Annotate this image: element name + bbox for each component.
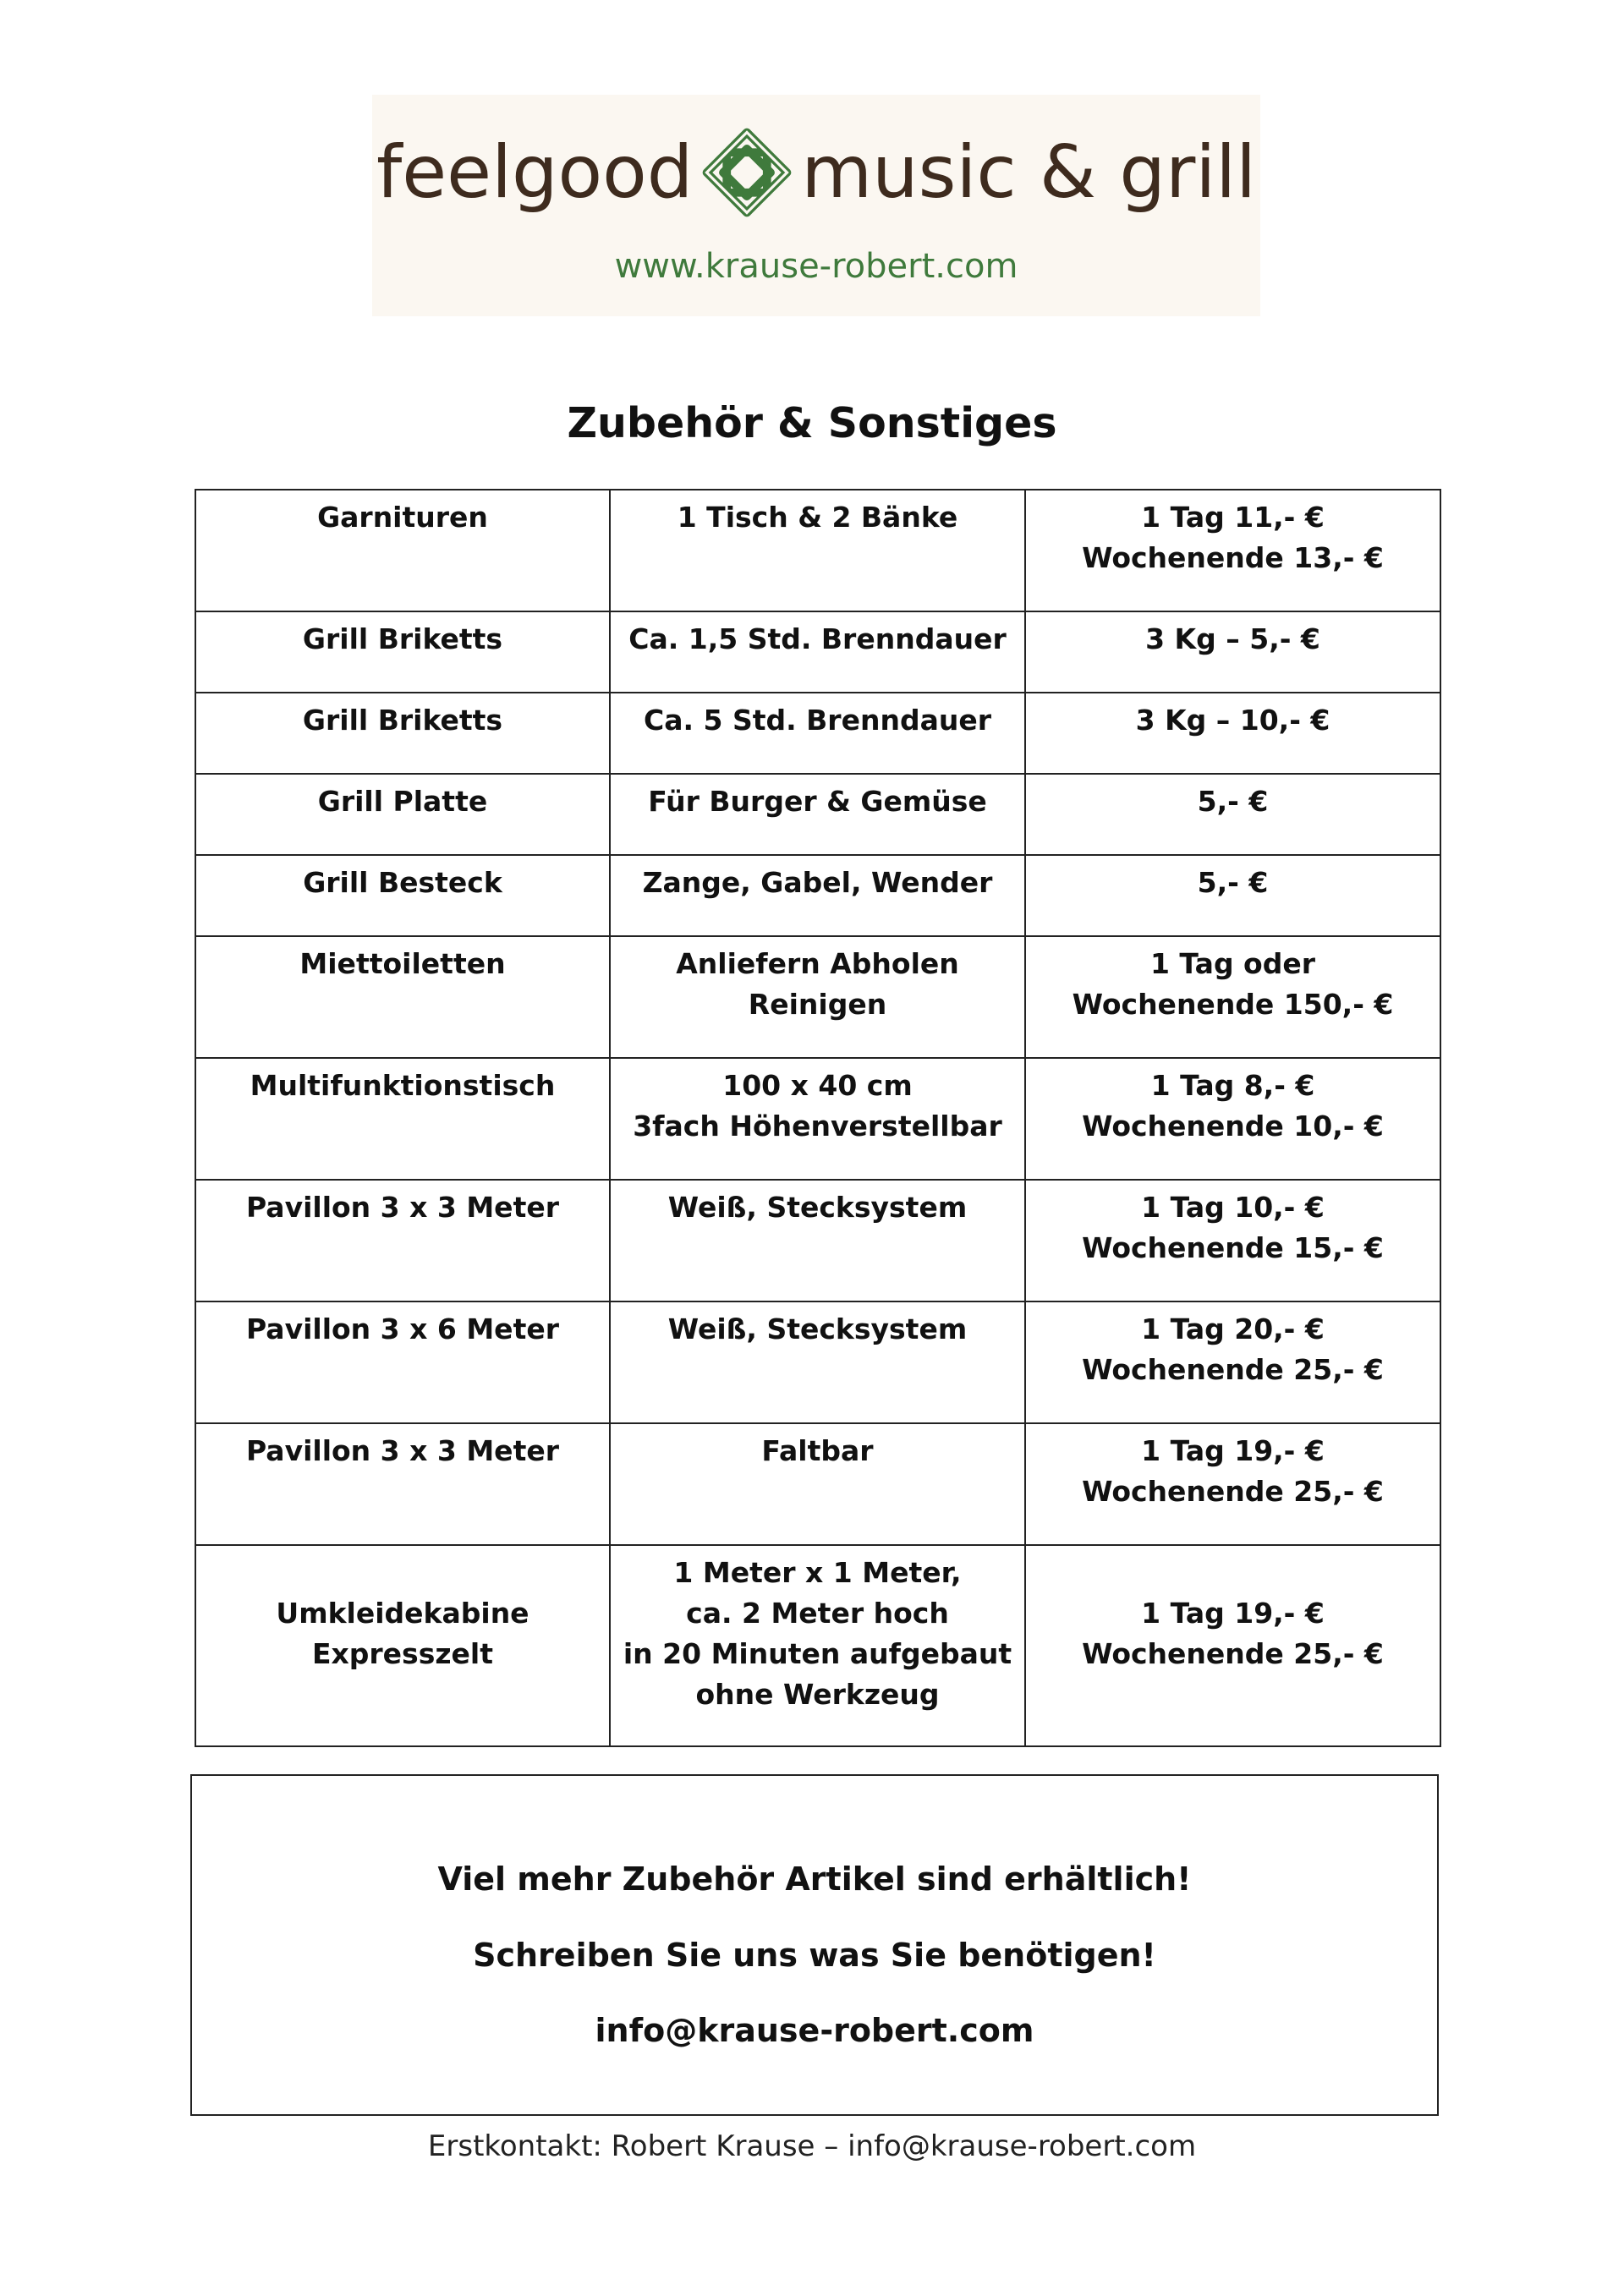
footer-contact: Erstkontakt: Robert Krause – info@krause-robert.com	[427, 2129, 1197, 2163]
item-cell	[195, 1545, 610, 1746]
description-cell	[610, 1058, 1025, 1180]
description-cell-line: 1 Tisch & 2 Bänke	[677, 501, 958, 534]
description-cell-line: Anliefern Abholen Reinigen	[676, 947, 959, 1021]
table-row	[195, 936, 1440, 1058]
description-cell	[610, 1545, 1025, 1746]
item-cell-line: Umkleidekabine	[276, 1597, 529, 1630]
price-cell	[1025, 1423, 1440, 1545]
item-cell-line: Multifunktionstisch	[250, 1069, 556, 1102]
price-cell	[1025, 1545, 1440, 1746]
price-cell-line: Wochenende 25,- €	[1082, 1475, 1384, 1508]
item-cell-line: Grill Briketts	[302, 622, 503, 655]
description-cell-line: Ca. 1,5 Std. Brenndauer	[628, 622, 1007, 655]
item-cell	[195, 1423, 610, 1545]
description-cell-line: Ca. 5 Std. Brenndauer	[644, 704, 991, 737]
item-cell-line: Pavillon 3 x 3 Meter	[246, 1191, 559, 1224]
price-cell-line: Wochenende 15,- €	[1082, 1231, 1384, 1264]
logo-wordmark	[372, 127, 1260, 218]
info-email-link[interactable]: info@krause-robert.com	[595, 2012, 1034, 2049]
description-cell	[610, 936, 1025, 1058]
price-cell-line: 1 Tag oder	[1149, 947, 1316, 980]
price-cell-line: 1 Tag 11,- €	[1141, 501, 1325, 534]
price-cell-line: 3 Kg – 5,- €	[1145, 622, 1320, 655]
description-cell-line: Zange, Gabel, Wender	[642, 866, 993, 899]
table-row	[195, 1058, 1440, 1180]
item-cell-line: Miettoiletten	[299, 947, 506, 980]
description-cell	[610, 490, 1025, 611]
description-cell-line: Weiß, Stecksystem	[667, 1191, 968, 1224]
description-cell	[610, 1423, 1025, 1545]
table-row	[195, 1180, 1440, 1301]
item-cell	[195, 1301, 610, 1423]
description-cell-line: ca. 2 Meter hoch	[686, 1597, 949, 1630]
item-cell	[195, 774, 610, 855]
item-cell	[195, 855, 610, 936]
price-cell	[1025, 774, 1440, 855]
table-row	[195, 855, 1440, 936]
description-cell	[610, 774, 1025, 855]
description-cell-line: 1 Meter x 1 Meter,	[673, 1556, 962, 1589]
table-row	[195, 693, 1440, 774]
price-cell-line: 1 Tag 20,- €	[1141, 1312, 1325, 1345]
price-cell	[1025, 936, 1440, 1058]
description-cell	[610, 611, 1025, 693]
item-cell-line: Garnituren	[317, 501, 488, 534]
description-cell	[610, 1301, 1025, 1423]
item-cell-line: Grill Briketts	[302, 704, 503, 737]
price-cell	[1025, 490, 1440, 611]
price-cell-line: 1 Tag 10,- €	[1141, 1191, 1325, 1224]
logo-url[interactable]: www.krause-robert.com	[614, 247, 1018, 286]
price-cell-line: Wochenende 150,- €	[1072, 988, 1394, 1021]
description-cell	[610, 855, 1025, 936]
price-table-body	[195, 490, 1440, 1746]
price-cell-line: 3 Kg – 10,- €	[1135, 704, 1330, 737]
price-cell-line: Wochenende 10,- €	[1082, 1110, 1384, 1143]
item-cell-line: Expresszelt	[311, 1637, 494, 1670]
table-row	[195, 1423, 1440, 1545]
celtic-knot-icon	[701, 127, 793, 218]
table-row	[195, 1301, 1440, 1423]
item-cell-line: Pavillon 3 x 3 Meter	[246, 1434, 559, 1467]
price-cell	[1025, 693, 1440, 774]
item-cell	[195, 936, 610, 1058]
description-cell-line: Faltbar	[761, 1434, 874, 1467]
table-row	[195, 611, 1440, 693]
logo-text-right: music & grill	[801, 130, 1257, 215]
info-box	[190, 1774, 1439, 2116]
item-cell	[195, 693, 610, 774]
price-cell	[1025, 855, 1440, 936]
price-cell-line: Wochenende 25,- €	[1082, 1637, 1384, 1670]
price-cell-line: 5,- €	[1197, 866, 1269, 899]
price-cell	[1025, 1301, 1440, 1423]
price-table	[195, 489, 1441, 1747]
item-cell-line: Pavillon 3 x 6 Meter	[246, 1312, 559, 1345]
price-cell-line: 5,- €	[1197, 785, 1269, 818]
description-cell-line: Für Burger & Gemüse	[648, 785, 987, 818]
description-cell-line: 3fach Höhenverstellbar	[633, 1110, 1002, 1143]
description-cell-line: Weiß, Stecksystem	[667, 1312, 968, 1345]
item-cell-line: Grill Platte	[317, 785, 488, 818]
price-cell-line: 1 Tag 19,- €	[1141, 1597, 1325, 1630]
description-cell-line: in 20 Minuten aufgebaut	[623, 1637, 1012, 1670]
description-cell	[610, 693, 1025, 774]
item-cell-line: Grill Besteck	[303, 866, 502, 899]
item-cell	[195, 1058, 610, 1180]
description-cell	[610, 1180, 1025, 1301]
info-write-us: Schreiben Sie uns was Sie benötigen!	[473, 1937, 1156, 1974]
table-row	[195, 1545, 1440, 1746]
price-cell-line: 1 Tag 8,- €	[1150, 1069, 1315, 1102]
logo-text-left: feelgood	[376, 130, 694, 215]
item-cell	[195, 611, 610, 693]
page-title: Zubehör & Sonstiges	[567, 399, 1057, 447]
description-cell-line: 100 x 40 cm	[722, 1069, 913, 1102]
price-cell	[1025, 611, 1440, 693]
item-cell	[195, 490, 610, 611]
item-cell	[195, 1180, 610, 1301]
price-cell-line: 1 Tag 19,- €	[1141, 1434, 1325, 1467]
price-cell-line: Wochenende 13,- €	[1082, 541, 1384, 574]
table-row	[195, 774, 1440, 855]
price-cell	[1025, 1058, 1440, 1180]
logo-banner	[372, 95, 1260, 316]
description-cell-line: ohne Werkzeug	[695, 1678, 940, 1711]
price-cell	[1025, 1180, 1440, 1301]
price-cell-line: Wochenende 25,- €	[1082, 1353, 1384, 1386]
info-more-items: Viel mehr Zubehör Artikel sind erhältlich!	[437, 1860, 1192, 1898]
table-row	[195, 490, 1440, 611]
